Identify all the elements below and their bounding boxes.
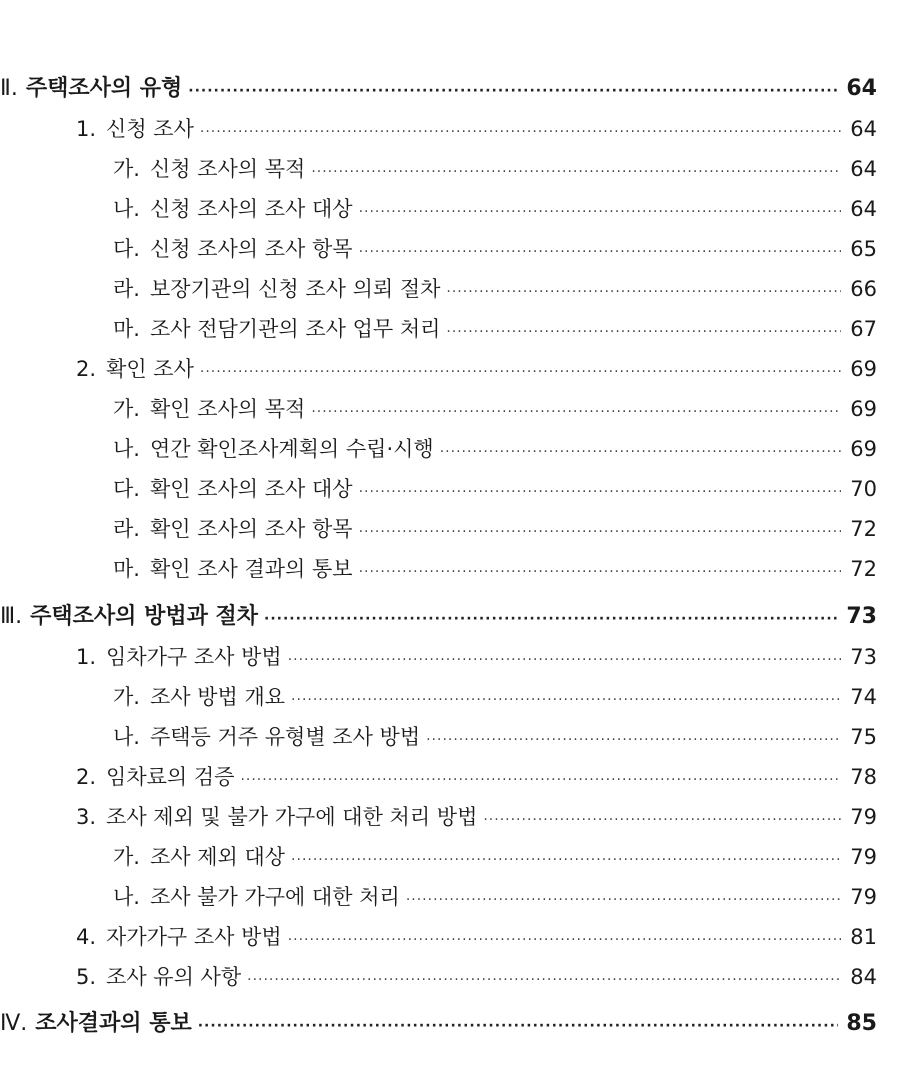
dot-leader: [311, 397, 841, 427]
toc-chapter[interactable]: [0, 74, 877, 104]
dot-leader: [288, 645, 841, 675]
toc-entry-label: [113, 314, 440, 344]
toc-entry-label: [113, 194, 353, 224]
toc-entry-title: 조사 유의 사항: [106, 965, 242, 989]
toc-subsection[interactable]: [0, 314, 877, 344]
dot-leader: [291, 845, 841, 875]
toc-page-number: 69: [850, 437, 877, 461]
toc-page-number: 64: [850, 157, 877, 181]
toc-entry-number: 5.: [76, 965, 97, 989]
dot-leader: [446, 317, 841, 347]
toc-entry-number: 나.: [113, 725, 140, 749]
toc-subsection[interactable]: [0, 882, 877, 912]
toc-page-number: 64: [850, 197, 877, 221]
toc-page-number: 73: [850, 645, 877, 669]
dot-leader: [247, 965, 841, 995]
toc-entry-title: 조사 제외 및 불가 가구에 대한 처리 방법: [106, 805, 478, 829]
toc-entry-number: 가.: [113, 685, 140, 709]
toc-entry-label: [76, 962, 241, 992]
dot-leader: [406, 885, 841, 915]
toc-page-number: 81: [850, 925, 877, 949]
toc-entry-label: [113, 154, 305, 184]
dot-leader: [288, 925, 841, 955]
toc-entry-title: 연간 확인조사계획의 수립·시행: [149, 437, 434, 461]
dot-leader: [359, 197, 841, 227]
toc-page-number: 79: [850, 885, 877, 909]
toc-page-number: 64: [850, 117, 877, 141]
toc-page-number: 66: [850, 277, 877, 301]
toc-entry-label: [113, 882, 400, 912]
toc-entry-label: [0, 74, 182, 104]
toc-entry-label: [76, 354, 194, 384]
toc-page-number: 69: [850, 357, 877, 381]
toc-subsection[interactable]: [0, 394, 877, 424]
toc-entry-label: [76, 642, 282, 672]
toc-entry-label: [113, 234, 353, 264]
toc-entry-title: 신청 조사의 목적: [149, 157, 306, 181]
toc-page-number: 70: [850, 477, 877, 501]
toc-page-number: 73: [846, 604, 877, 629]
toc-section[interactable]: [0, 962, 877, 992]
toc-entry-title: 확인 조사의 조사 항목: [149, 517, 353, 541]
toc-entry-title: 신청 조사: [106, 117, 194, 141]
toc-page-number: 75: [850, 725, 877, 749]
toc-entry-label: [76, 802, 477, 832]
toc-entry-title: 확인 조사의 목적: [149, 397, 306, 421]
toc-entry-number: 2.: [76, 765, 97, 789]
toc-section[interactable]: [0, 354, 877, 384]
toc-page-number: 72: [850, 517, 877, 541]
dot-leader: [483, 805, 841, 835]
toc-entry-label: [0, 1009, 192, 1039]
toc-subsection[interactable]: [0, 554, 877, 584]
dot-leader: [359, 557, 841, 587]
toc-page-number: 79: [850, 845, 877, 869]
toc-entry-title: 확인 조사 결과의 통보: [149, 557, 353, 581]
toc-entry-title: 주택조사의 방법과 절차: [30, 604, 259, 629]
toc-page-number: 84: [850, 965, 877, 989]
toc-entry-number: 1.: [76, 117, 97, 141]
toc-page-number: 79: [850, 805, 877, 829]
toc-page-number: 74: [850, 685, 877, 709]
toc-page-number: 69: [850, 397, 877, 421]
toc-entry-title: 주택조사의 유형: [25, 76, 183, 101]
toc-entry-number: 라.: [113, 517, 140, 541]
dot-leader: [200, 117, 841, 147]
toc-entry-label: [113, 394, 305, 424]
dot-leader: [426, 725, 841, 755]
toc-entry-number: 4.: [76, 925, 97, 949]
toc-entry-title: 조사결과의 통보: [35, 1011, 192, 1036]
dot-leader: [359, 237, 841, 267]
dot-leader: [359, 477, 841, 507]
toc-section[interactable]: [0, 762, 877, 792]
toc-entry-label: [76, 114, 194, 144]
toc-subsection[interactable]: [0, 194, 877, 224]
toc-entry-label: [113, 434, 434, 464]
toc-entry-title: 조사 방법 개요: [149, 685, 286, 709]
toc-entry-number: 2.: [76, 357, 97, 381]
toc-subsection[interactable]: [0, 722, 877, 752]
toc-entry-title: 임차가구 조사 방법: [106, 645, 282, 669]
toc-subsection[interactable]: [0, 434, 877, 464]
toc-entry-number: 나.: [113, 885, 140, 909]
toc-chapter[interactable]: [0, 602, 877, 632]
toc-subsection[interactable]: [0, 154, 877, 184]
toc-entry-number: Ⅲ.: [0, 604, 23, 629]
toc-entry-title: 자가가구 조사 방법: [106, 925, 282, 949]
toc-entry-title: 조사 전담기관의 조사 업무 처리: [149, 317, 441, 341]
toc-entry-label: [113, 274, 440, 304]
dot-leader: [240, 765, 841, 795]
toc-entry-title: 조사 제외 대상: [149, 845, 286, 869]
toc-subsection[interactable]: [0, 682, 877, 712]
toc-entry-number: 나.: [113, 437, 140, 461]
toc-chapter[interactable]: [0, 1009, 877, 1039]
toc-page-number: 64: [846, 76, 877, 101]
toc-entry-label: [113, 682, 285, 712]
toc-entry-label: [113, 474, 353, 504]
toc-entry-number: 가.: [113, 157, 140, 181]
toc-entry-number: 라.: [113, 277, 140, 301]
dot-leader: [359, 517, 841, 547]
toc-entry-title: 신청 조사의 조사 항목: [149, 237, 353, 261]
toc-entry-label: [76, 922, 282, 952]
toc-entry-number: 마.: [113, 557, 140, 581]
toc-entry-number: 가.: [113, 397, 140, 421]
toc-entry-number: 가.: [113, 845, 140, 869]
toc-entry-label: [0, 602, 258, 632]
toc-entry-title: 보장기관의 신청 조사 의뢰 절차: [149, 277, 441, 301]
toc-entry-label: [113, 514, 353, 544]
dot-leader: [446, 277, 841, 307]
toc-subsection[interactable]: [0, 842, 877, 872]
toc-page-number: 65: [850, 237, 877, 261]
toc-entry-number: 나.: [113, 197, 140, 221]
toc-page-number: 78: [850, 765, 877, 789]
toc-subsection[interactable]: [0, 234, 877, 264]
toc-entry-number: Ⅳ.: [0, 1011, 28, 1036]
toc-entry-number: Ⅱ.: [0, 76, 18, 101]
toc-entry-title: 확인 조사: [106, 357, 194, 381]
toc-page-number: 85: [846, 1011, 877, 1036]
toc-entry-number: 다.: [113, 477, 140, 501]
toc-section[interactable]: [0, 802, 877, 832]
toc-entry-number: 1.: [76, 645, 97, 669]
toc-subsection[interactable]: [0, 514, 877, 544]
dot-leader: [264, 604, 838, 634]
toc-entry-title: 신청 조사의 조사 대상: [149, 197, 353, 221]
toc-entry-number: 3.: [76, 805, 97, 829]
toc-entry-title: 임차료의 검증: [106, 765, 235, 789]
dot-leader: [198, 1011, 839, 1041]
toc-page-number: 72: [850, 557, 877, 581]
toc-entry-title: 조사 불가 가구에 대한 처리: [149, 885, 400, 909]
dot-leader: [188, 76, 838, 106]
toc-entry-label: [76, 762, 234, 792]
toc-entry-title: 확인 조사의 조사 대상: [149, 477, 353, 501]
toc-entry-title: 주택등 거주 유형별 조사 방법: [149, 725, 421, 749]
toc-entry-label: [113, 842, 285, 872]
toc-section[interactable]: [0, 114, 877, 144]
toc-entry-number: 다.: [113, 237, 140, 261]
toc-entry-label: [113, 722, 420, 752]
toc-page-number: 67: [850, 317, 877, 341]
dot-leader: [311, 157, 841, 187]
toc-subsection[interactable]: [0, 274, 877, 304]
toc-section[interactable]: [0, 642, 877, 672]
dot-leader: [200, 357, 841, 387]
dot-leader: [440, 437, 841, 467]
toc-section[interactable]: [0, 922, 877, 952]
toc-subsection[interactable]: [0, 474, 877, 504]
toc-entry-label: [113, 554, 353, 584]
dot-leader: [291, 685, 841, 715]
toc-entry-number: 마.: [113, 317, 140, 341]
